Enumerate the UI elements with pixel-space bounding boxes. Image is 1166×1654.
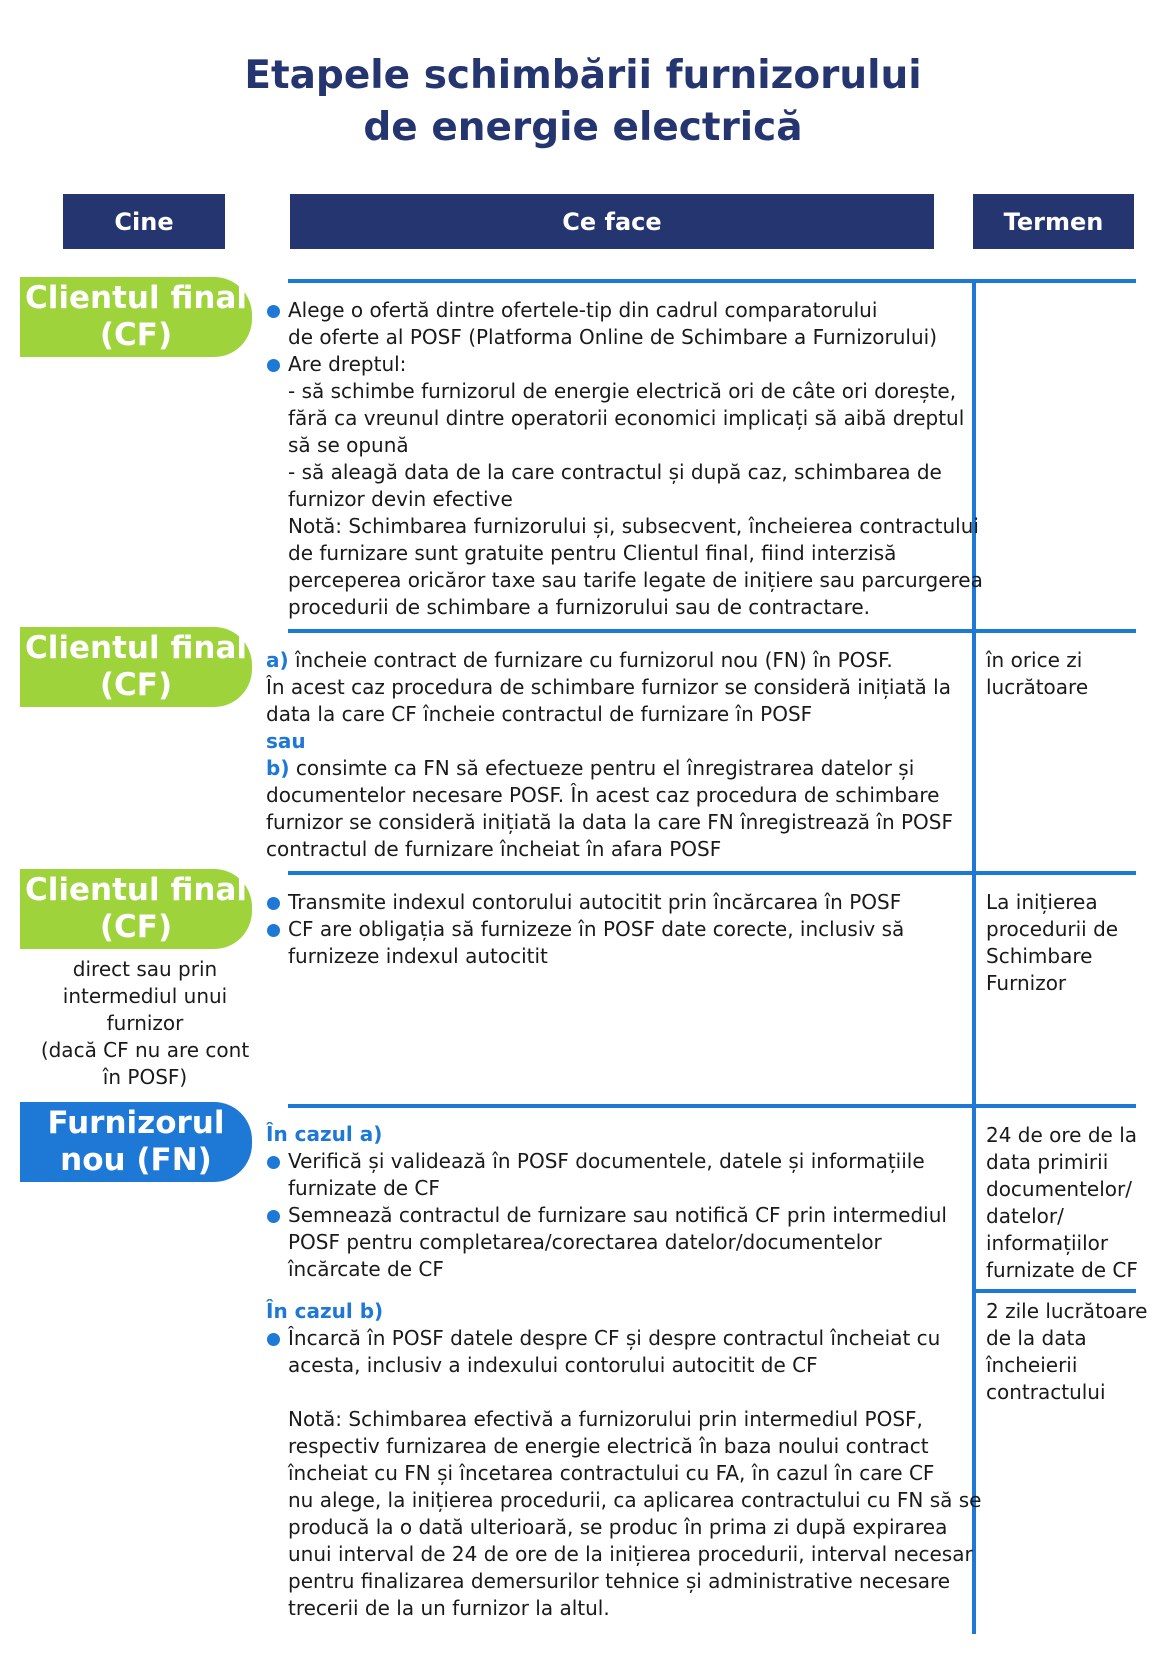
who-label-line-2: (CF): [99, 317, 173, 353]
title-line-1: Etapele schimbării furnizorului: [244, 53, 922, 98]
text-line: POSF pentru completarea/corectarea datelor/documentelor: [288, 1230, 882, 1254]
row4-case-b: [266, 1298, 940, 1379]
term-line: data primirii: [986, 1150, 1109, 1174]
bullet-item: Încarcă în POSF datele despre CF și despre contractul încheiat cu: [266, 1325, 940, 1352]
bullet-item: Semnează contractul de furnizare sau notifică CF prin intermediul: [266, 1202, 947, 1229]
text-line: Notă: Schimbarea furnizorului și, subsecvent, încheierea contractului: [288, 514, 979, 538]
term-line: 2 zile lucrătoare: [986, 1299, 1148, 1323]
row4-term-a: [986, 1122, 1138, 1284]
text-line: furnizor se consideră inițiată la data la care FN înregistrează în POSF: [266, 810, 953, 834]
option-a-text: încheie contract de furnizare cu furnizorul nou (FN) în POSF.: [288, 648, 893, 672]
who-label-line-1: Furnizorul: [47, 1105, 225, 1141]
term-line: încheierii: [986, 1353, 1078, 1377]
page-title: [0, 50, 1166, 154]
who-label-line-2: (CF): [99, 909, 173, 945]
text-line: procedurii de schimbare a furnizorului sau de contractare.: [288, 595, 871, 619]
who-label-line-1: Clientul final: [25, 872, 247, 908]
row-divider-1: [288, 279, 1136, 283]
text-line: acesta, inclusiv a indexului contorului autocitit de CF: [288, 1353, 818, 1377]
text-line: documentelor necesare POSF. În acest caz procedura de schimbare: [266, 783, 940, 807]
case-a-heading: În cazul a): [266, 1122, 383, 1146]
text-line: - să aleagă data de la care contractul și după caz, schimbarea de: [288, 460, 942, 484]
who-pill-client-final-2: [20, 627, 252, 707]
who-pill-client-final-1: [20, 277, 252, 357]
text-line: În acest caz procedura de schimbare furnizor se consideră inițiată la: [266, 675, 951, 699]
note-line: Notă: Schimbarea efectivă a furnizorului prin intermediul POSF,: [288, 1407, 923, 1431]
term-line: documentelor/: [986, 1177, 1132, 1201]
text-line: - să schimbe furnizorul de energie electrică ori de câte ori dorește,: [288, 379, 957, 403]
note-line: unui interval de 24 de ore de la inițierea procedurii, interval necesar: [288, 1542, 973, 1566]
row-divider-2: [288, 629, 1136, 633]
term-line: La inițierea: [986, 890, 1098, 914]
option-a-label: a): [266, 648, 289, 672]
note-line: respectiv furnizarea de energie electrică în baza noului contract: [288, 1434, 929, 1458]
row3-actions: [266, 889, 904, 970]
term-line: Schimbare: [986, 944, 1093, 968]
who-note-line: furnizor: [106, 1011, 184, 1035]
note-line: nu alege, la inițierea procedurii, ca aplicarea contractului cu FN să se: [288, 1488, 982, 1512]
term-line: procedurii de: [986, 917, 1119, 941]
row2-actions: [266, 647, 953, 863]
term-line: lucrătoare: [986, 675, 1089, 699]
header-term: Termen: [973, 194, 1134, 249]
term-line: contractului: [986, 1380, 1106, 1404]
note-line: pentru finalizarea demersurilor tehnice și administrative necesare: [288, 1569, 951, 1593]
bullet-item: CF are obligația să furnizeze în POSF date corecte, inclusiv să: [266, 916, 904, 943]
row4-term-b: [986, 1298, 1147, 1406]
title-line-2: de energie electrică: [363, 105, 803, 150]
who-pill-new-supplier: [20, 1102, 252, 1182]
or-label: sau: [266, 729, 306, 753]
row3-term: [986, 889, 1118, 997]
term-line: de la data: [986, 1326, 1087, 1350]
row1-actions: [266, 297, 983, 621]
text-line: încărcate de CF: [288, 1257, 444, 1281]
text-line: de oferte al POSF (Platforma Online de Schimbare a Furnizorului): [288, 325, 938, 349]
who-note-line: intermediul unui: [62, 984, 228, 1008]
who-label-line-1: Clientul final: [25, 280, 247, 316]
row-divider-4: [288, 1104, 1136, 1108]
note-line: trecerii de la un furnizor la altul.: [288, 1596, 610, 1620]
text-line: de furnizare sunt gratuite pentru Clientul final, fiind interzisă: [288, 541, 897, 565]
term-line: datelor/: [986, 1204, 1064, 1228]
text-line: furnizeze indexul autocitit: [288, 944, 548, 968]
term-divider: [976, 1289, 1136, 1293]
text-line: perceperea oricăror taxe sau tarife legate de inițiere sau parcurgerea: [288, 568, 983, 592]
option-b-text: consimte ca FN să efectueze pentru el înregistrarea datelor și: [289, 756, 915, 780]
who-note-line: (dacă CF nu are cont: [40, 1038, 250, 1062]
text-line: contractul de furnizare încheiat în afara POSF: [266, 837, 722, 861]
row2-term: [986, 647, 1088, 701]
bullet-item: Alege o ofertă dintre ofertele-tip din cadrul comparatorului: [266, 297, 983, 324]
text-line: să se opună: [288, 433, 409, 457]
bullet-item: Verifică și validează în POSF documentele, datele și informațiile: [266, 1148, 947, 1175]
case-b-heading: În cazul b): [266, 1299, 384, 1323]
who-note: [20, 956, 270, 1091]
bullet-item: Transmite indexul contorului autocitit prin încărcarea în POSF: [266, 889, 904, 916]
who-pill-client-final-3: [20, 869, 252, 949]
term-line: în orice zi: [986, 648, 1083, 672]
text-line: furnizor devin efective: [288, 487, 513, 511]
term-line: furnizate de CF: [986, 1258, 1138, 1282]
who-label-line-1: Clientul final: [25, 630, 247, 666]
who-label-line-2: (CF): [99, 667, 173, 703]
who-note-line: în POSF): [102, 1065, 188, 1089]
row-divider-3: [288, 871, 1136, 875]
note-line: producă la o dată ulterioară, se produc în prima zi după expirarea: [288, 1515, 948, 1539]
header-what: Ce face: [290, 194, 934, 249]
term-line: Furnizor: [986, 971, 1067, 995]
row4-case-a: [266, 1121, 947, 1283]
who-note-line: direct sau prin: [72, 957, 218, 981]
term-line: 24 de ore de la: [986, 1123, 1138, 1147]
row4-note: [266, 1406, 981, 1622]
text-line: data la care CF încheie contractul de furnizare în POSF: [266, 702, 813, 726]
term-line: informațiilor: [986, 1231, 1109, 1255]
text-line: furnizate de CF: [288, 1176, 440, 1200]
text-line: fără ca vreunul dintre operatorii economici implicați să aibă dreptul: [288, 406, 965, 430]
note-line: încheiat cu FN și încetarea contractului cu FA, în cazul în care CF: [288, 1461, 935, 1485]
option-b-label: b): [266, 756, 290, 780]
header-who: Cine: [63, 194, 225, 249]
who-label-line-2: nou (FN): [60, 1142, 212, 1178]
bullet-item: Are dreptul:: [266, 351, 983, 378]
